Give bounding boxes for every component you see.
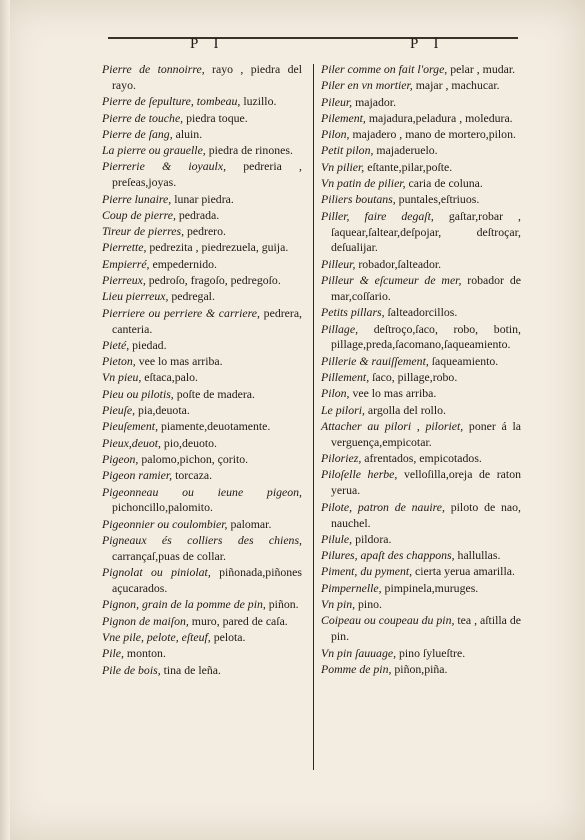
entry-headword: Pilon, [321, 127, 350, 142]
dictionary-entry [321, 581, 521, 597]
entry-headword: Pierriere ou perriere & carriere, [102, 305, 260, 320]
dictionary-entry [321, 111, 521, 127]
entry-translation: pio,deuoto. [160, 435, 217, 450]
dictionary-entry [321, 160, 521, 176]
dictionary-entry [102, 614, 302, 630]
dictionary-entry [321, 597, 521, 613]
entry-translation: pedreria , preſeas,joyas. [112, 159, 302, 190]
entry-translation: poſte de madera. [173, 386, 255, 401]
entry-headword: Piler comme on fait l'orge, [321, 62, 448, 76]
entry-headword: Piliers boutans, [321, 192, 396, 207]
entry-headword: Piloriez, [321, 451, 362, 466]
dictionary-entry [102, 452, 302, 468]
entry-headword: Pierrette, [102, 240, 147, 255]
entry-translation: ſaco, pillage,robo. [369, 370, 458, 385]
entry-translation: piñon. [265, 597, 299, 612]
entry-translation: palomar. [227, 516, 272, 531]
entry-translation: pelar , mudar. [447, 62, 516, 76]
dictionary-entry [102, 192, 302, 208]
entry-translation: puntales,eſtriuos. [395, 192, 480, 207]
dictionary-entry [321, 127, 521, 143]
dictionary-entry [321, 564, 521, 580]
entry-translation: majar , machucar. [412, 78, 500, 93]
entry-headword: Attacher au pilori , piloriet, [321, 418, 464, 433]
dictionary-entry [321, 95, 521, 111]
entry-translation: pino. [355, 597, 382, 612]
header-rule [108, 37, 518, 39]
entry-translation: aluin. [172, 126, 203, 141]
entry-headword: Petits pillars, [321, 305, 385, 320]
entry-headword: Pignon de maiſon, [102, 613, 189, 628]
entry-headword: Pile, [102, 646, 124, 661]
dictionary-entry [102, 419, 302, 435]
dictionary-entry [321, 467, 521, 499]
dictionary-entry [102, 289, 302, 305]
dictionary-entry [321, 500, 521, 532]
entry-headword: Vn patin de pilier, [321, 176, 406, 191]
entry-headword: Pigeon ramier, [102, 468, 173, 483]
entry-headword: Pierre lunaire, [102, 191, 172, 206]
entry-headword: Pilleur, [321, 256, 356, 271]
dictionary-entry [321, 354, 521, 370]
dictionary-entry [102, 127, 302, 143]
entry-headword: Piment, du pyment, [321, 564, 413, 579]
entry-headword: Piloſelle herbe, [321, 467, 398, 482]
dictionary-entry [102, 533, 302, 565]
entry-headword: Pierre de touche, [102, 110, 184, 125]
entry-translation: ſalteadorcillos. [384, 305, 458, 320]
entry-headword: Pileur, [321, 94, 353, 109]
entry-translation: tea , aſtilla de pin. [331, 613, 521, 644]
running-head-right: P I [410, 36, 445, 52]
entry-headword: Pilleur & eſcumeur de mer, [321, 273, 462, 288]
entry-translation: carrançaſ,puas de collar. [112, 548, 226, 563]
entry-headword: La pierre ou grauelle, [102, 143, 206, 158]
entry-translation: rayo , piedra del rayo. [112, 62, 302, 92]
entry-translation: majadura,peladura , moledura. [365, 110, 513, 125]
dictionary-entry [102, 240, 302, 256]
entry-headword: Piller, faire degaſt, [321, 208, 434, 223]
entry-translation: torcaza. [172, 468, 213, 483]
dictionary-entry [102, 111, 302, 127]
entry-headword: Pieté, [102, 337, 130, 352]
entry-headword: Vn pilier, [321, 159, 365, 174]
entry-headword: Pigeonneau ou ieune pigeon, [102, 484, 302, 499]
entry-headword: Pierrerie & ioyaulx, [102, 159, 227, 174]
entry-translation: lunar piedra. [171, 191, 234, 206]
entry-headword: Pierreux, [102, 273, 146, 288]
entry-translation: caria de coluna. [405, 176, 483, 191]
dictionary-entry [102, 663, 302, 679]
dictionary-entry [102, 224, 302, 240]
entry-translation: pedrero. [184, 224, 226, 239]
dictionary-entry [321, 419, 521, 451]
dictionary-entry [102, 565, 302, 597]
entry-translation: luzillo. [240, 94, 277, 109]
entry-headword: Pieuſe, [102, 403, 136, 418]
entry-headword: Pillage, [321, 321, 359, 336]
dictionary-entry [102, 273, 302, 289]
entry-translation: vee lo mas arriba. [349, 386, 437, 401]
entry-translation: cierta yerua amarilla. [412, 564, 515, 579]
dictionary-entry [321, 662, 521, 678]
entry-translation: afrentados, empicotados. [361, 451, 482, 466]
entry-translation: muro, pared de caſa. [188, 613, 288, 628]
dictionary-entry [321, 613, 521, 645]
entry-translation: piedra toque. [183, 110, 248, 125]
entry-headword: Pignon, grain de la pomme de pin, [102, 597, 266, 612]
entry-headword: Coup de pierre, [102, 207, 176, 222]
entry-headword: Pomme de pin, [321, 661, 392, 676]
entry-translation: pildora. [352, 531, 392, 546]
dictionary-entry [102, 257, 302, 273]
entry-translation: majador. [352, 94, 397, 109]
entry-translation: piñonada,piñones açucarados. [112, 565, 302, 596]
entry-headword: Vn pin ſauuage, [321, 645, 397, 660]
dictionary-entry [321, 192, 521, 208]
page-gutter-shadow [0, 0, 10, 840]
entry-headword: Piler en vn mortier, [321, 78, 413, 93]
entry-headword: Pilote, patron de nauire, [321, 499, 445, 514]
dictionary-entry [102, 338, 302, 354]
dictionary-entry [321, 209, 521, 257]
entry-headword: Pieux,deuot, [102, 435, 161, 450]
dictionary-entry [102, 370, 302, 386]
entry-translation: empedernido. [149, 256, 217, 271]
entry-headword: Pieu ou pilotis, [102, 386, 174, 401]
entry-translation: argolla del rollo. [364, 402, 446, 417]
entry-translation: deſtroço,ſaco, robo, botin, pillage,preda,ſacomano,ſaqueamiento. [331, 321, 521, 352]
dictionary-entry [102, 306, 302, 338]
entry-translation: pedrada. [175, 207, 220, 222]
entry-headword: Pigneaux és colliers des chiens, [102, 533, 302, 548]
entry-headword: Pierre de ſepulture, tombeau, [102, 94, 241, 109]
entry-translation: poner á la verguença,empicotar. [331, 418, 521, 449]
entry-translation: pino ſylueſtre. [396, 645, 466, 660]
dictionary-entry [321, 370, 521, 386]
entry-translation: piedra de rinones. [205, 143, 293, 158]
entry-headword: Pillerie & rauiſſement, [321, 353, 429, 368]
entry-translation: piedad. [129, 337, 167, 352]
entry-translation: robador de mar,coſſario. [331, 273, 521, 303]
entry-translation: vee lo mas arriba. [135, 354, 223, 369]
dictionary-entry [102, 94, 302, 110]
dictionary-entry [102, 646, 302, 662]
dictionary-entry [321, 143, 521, 159]
entry-translation: tina de leña. [160, 662, 221, 677]
entry-translation: pimpinela,muruges. [381, 580, 479, 595]
dictionary-entry [321, 646, 521, 662]
entry-translation: eſtaca,palo. [141, 370, 198, 385]
entry-translation: pelota. [210, 630, 246, 645]
running-head-left: P I [190, 36, 225, 52]
entry-headword: Pierre de ſang, [102, 126, 173, 141]
entry-translation: majaderuelo. [373, 143, 438, 158]
entry-translation: piamente,deuotamente. [158, 419, 271, 434]
entry-headword: Pieton, [102, 354, 136, 369]
right-column [321, 62, 521, 678]
entry-headword: Pimpernelle, [321, 580, 382, 595]
left-column [102, 62, 302, 679]
entry-translation: pedregal. [168, 289, 215, 304]
dictionary-entry [102, 159, 302, 191]
entry-headword: Vn pin, [321, 597, 356, 612]
entry-translation: pedroſo, fragoſo, pedregoſo. [145, 273, 281, 288]
entry-headword: Pigeonnier ou coulombier, [102, 516, 228, 531]
entry-headword: Pillement, [321, 370, 370, 385]
dictionary-entry [321, 257, 521, 273]
entry-translation: velloſilla,oreja de raton yerua. [331, 467, 521, 498]
dictionary-entry [321, 273, 521, 305]
entry-headword: Pilule, [321, 531, 353, 546]
entry-headword: Lieu pierreux, [102, 289, 169, 304]
dictionary-entry [321, 176, 521, 192]
dictionary-entry [321, 78, 521, 94]
dictionary-entry [102, 403, 302, 419]
dictionary-entry [102, 597, 302, 613]
entry-headword: Pilement, [321, 110, 366, 125]
dictionary-entry [102, 517, 302, 533]
entry-translation: palomo,pichon, çorito. [138, 451, 249, 466]
dictionary-entry [321, 386, 521, 402]
entry-headword: Pieuſement, [102, 419, 159, 434]
entry-translation: eſtante,pilar,poſte. [364, 159, 453, 174]
entry-translation: robador,ſalteador. [355, 256, 442, 271]
dictionary-entry [321, 305, 521, 321]
entry-translation: gaſtar,robar , ſaquear,ſaltear,deſpojar, deſtroçar, deſualijar. [331, 208, 521, 255]
dictionary-entry [102, 485, 302, 517]
dictionary-entry [321, 532, 521, 548]
dictionary-entry [321, 548, 521, 564]
column-divider [313, 64, 314, 770]
entry-translation: majadero , mano de mortero,pilon. [349, 127, 516, 142]
dictionary-entry [102, 354, 302, 370]
dictionary-entry [102, 436, 302, 452]
dictionary-entry [321, 322, 521, 354]
entry-headword: Pile de bois, [102, 662, 161, 677]
dictionary-entry [102, 143, 302, 159]
dictionary-entry [321, 403, 521, 419]
entry-headword: Pilon, [321, 386, 350, 401]
entry-translation: pedrezita , piedrezuela, guija. [146, 240, 289, 255]
dictionary-entry [321, 62, 521, 78]
entry-translation: piñon,piña. [391, 661, 448, 676]
dictionary-entry [102, 387, 302, 403]
entry-translation: hallullas. [454, 548, 501, 563]
entry-headword: Tireur de pierres, [102, 224, 185, 239]
entry-headword: Vn pieu, [102, 370, 142, 385]
entry-translation: monton. [123, 646, 166, 661]
entry-headword: Pilures, apaſt des chappons, [321, 548, 455, 563]
entry-translation: pia,deuota. [135, 403, 190, 418]
entry-headword: Vne pile, pelote, eſteuf, [102, 630, 211, 645]
entry-headword: Empierré, [102, 256, 150, 271]
dictionary-entry [102, 468, 302, 484]
entry-headword: Pierre de tonnoirre, [102, 62, 205, 76]
dictionary-entry [102, 630, 302, 646]
entry-translation: pedrera, canteria. [112, 305, 302, 336]
dictionary-entry [102, 208, 302, 224]
entry-headword: Coipeau ou coupeau du pin, [321, 613, 455, 628]
entry-headword: Pignolat ou piniolat, [102, 565, 211, 580]
entry-headword: Pigeon, [102, 451, 139, 466]
dictionary-entry [321, 451, 521, 467]
entry-translation: pichoncillo,palomito. [112, 500, 213, 515]
entry-headword: Petit pilon, [321, 143, 374, 158]
entry-translation: piloto de nao, nauchel. [331, 499, 521, 530]
dictionary-entry [102, 62, 302, 94]
entry-headword: Le pilori, [321, 402, 365, 417]
entry-translation: ſaqueamiento. [428, 353, 499, 368]
